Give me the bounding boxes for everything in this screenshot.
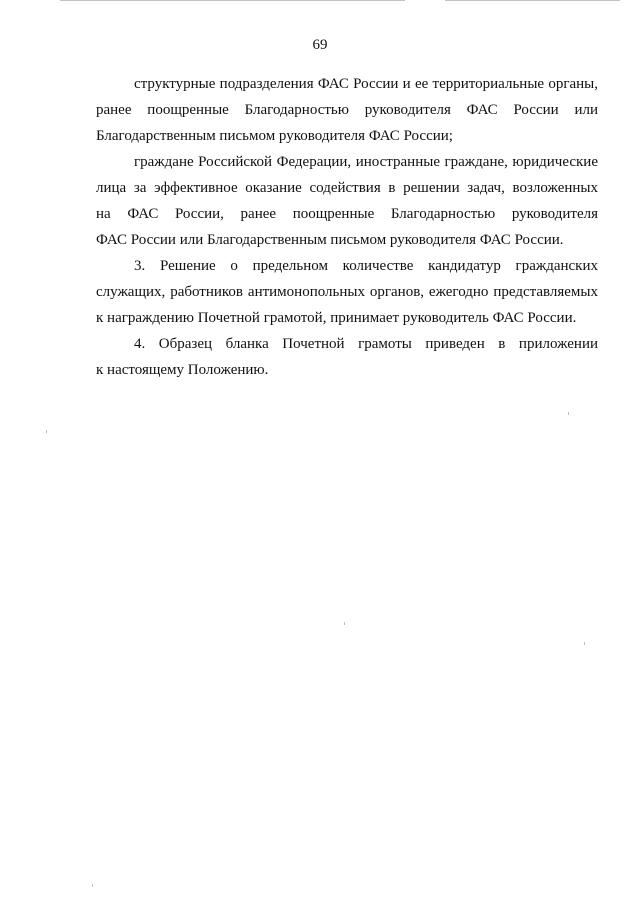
paragraph-item-4	[96, 331, 598, 383]
scan-speck	[46, 430, 47, 433]
text-line: служащих, работников антимонопольных органов, ежегодно представляемых	[96, 284, 598, 300]
text-line: на ФАС России, ранее поощренные Благодарностью руководителя	[96, 206, 598, 222]
text-line: ФАС России или Благодарственным письмом руководителя ФАС России.	[96, 232, 564, 248]
text-line: 4. Образец бланка Почетной грамоты приведен в приложении	[134, 336, 598, 352]
document-body	[96, 71, 598, 383]
scan-speck	[92, 884, 93, 887]
text-line: граждане Российской Федерации, иностранные граждане, юридические	[134, 154, 598, 170]
text-line: ранее поощренные Благодарностью руководителя ФАС России или	[96, 102, 598, 118]
page-number: 69	[312, 37, 328, 53]
scan-edge-line	[60, 0, 620, 3]
text-line: к настоящему Положению.	[96, 362, 269, 378]
scan-speck	[584, 642, 585, 645]
text-line: 3. Решение о предельном количестве кандидатур гражданских	[134, 258, 598, 274]
text-line: к награждению Почетной грамотой, принимает руководитель ФАС России.	[96, 310, 577, 326]
paragraph-recipients-units	[96, 71, 598, 149]
text-line: структурные подразделения ФАС России и ее территориальные органы,	[134, 76, 598, 92]
paragraph-item-3	[96, 253, 598, 331]
scan-speck	[344, 622, 345, 625]
scan-speck	[568, 412, 569, 415]
scan-edge-gap	[405, 0, 445, 3]
text-line: лица за эффективное оказание содействия в решении задач, возложенных	[96, 180, 598, 196]
paragraph-recipients-citizens	[96, 149, 598, 253]
text-line: Благодарственным письмом руководителя ФАС России;	[96, 128, 453, 144]
